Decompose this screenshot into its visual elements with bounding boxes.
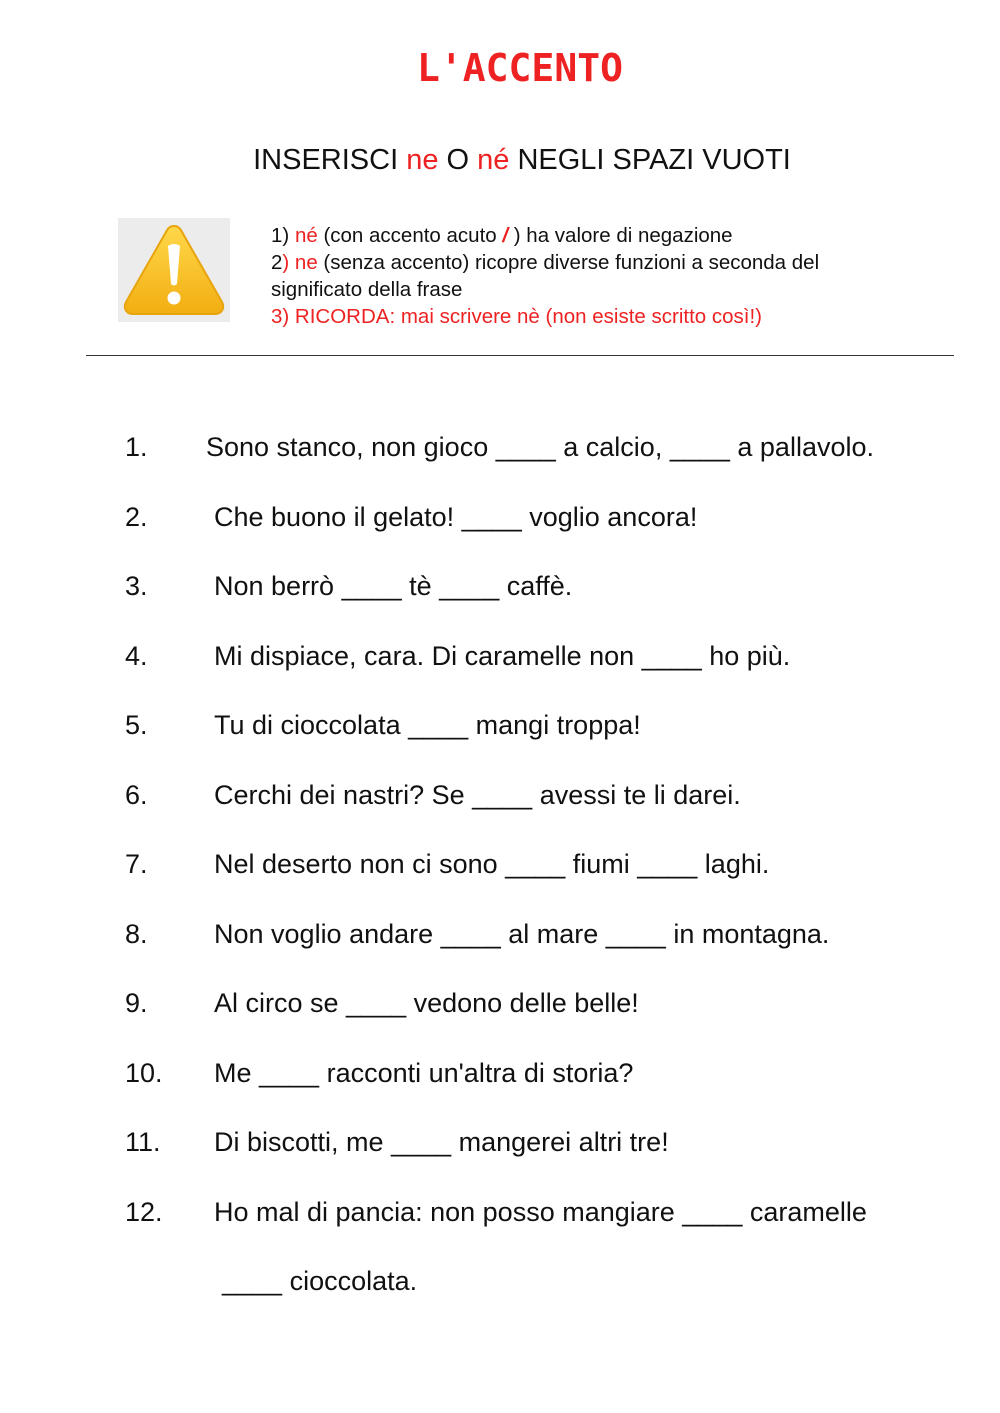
rule-3: 3) RICORDA: mai scrivere nè (non esiste scritto così!): [271, 305, 762, 328]
exercise-item: [125, 706, 985, 776]
rule-1: [271, 222, 931, 249]
exercise-number: 4.: [125, 640, 148, 671]
rule-1-slash: /: [502, 224, 509, 247]
exercise-number: 9.: [125, 988, 148, 1018]
exercise-sentence: Me ____ racconti un'altra di storia?: [214, 1057, 634, 1088]
exercise-item: [125, 915, 985, 985]
instruction-heading: [0, 144, 1000, 177]
exercise-sentence: Tu di cioccolata ____ mangi troppa!: [214, 710, 641, 740]
exercise-sentence: Non voglio andare ____ al mare ____ in montagna.: [214, 918, 830, 949]
rule-1-word: né: [294, 224, 318, 247]
exercise-item: [125, 776, 985, 846]
exercise-item: [125, 1054, 985, 1124]
rule-1-text-b: ) ha valore di negazione: [508, 224, 733, 247]
exercise-sentence: Ho mal di pancia: non posso mangiare ____ caramelle: [214, 1196, 867, 1227]
instruction-text-1: INSERISCI: [253, 144, 407, 176]
exercise-item: [125, 637, 985, 707]
exercise-number: 7.: [125, 849, 148, 879]
exercise-sentence: Mi dispiace, cara. Di caramelle non ____ ho più.: [214, 640, 791, 671]
rule-1-text-a: (con accento acuto: [317, 224, 503, 247]
rule-2: [271, 249, 931, 276]
page-title: L'ACCENTO: [417, 46, 623, 90]
exercise-number: 8.: [125, 918, 148, 949]
exercise-number: 6.: [125, 779, 148, 810]
instruction-word-ne: ne: [406, 144, 439, 176]
rule-2-word: ) ne: [282, 251, 318, 274]
exercise-number: 5.: [125, 710, 148, 740]
exercise-number: 10.: [125, 1057, 163, 1088]
rule-1-num: 1): [271, 224, 295, 247]
exercise-item: [125, 428, 985, 498]
exercise-number: 12.: [125, 1196, 163, 1227]
exercise-number: 11.: [125, 1127, 161, 1157]
exercise-sentence: ____ cioccolata.: [222, 1266, 418, 1296]
exercise-sentence: Che buono il gelato! ____ voglio ancora!: [214, 501, 698, 532]
instruction-text-3: NEGLI SPAZI VUOTI: [509, 144, 791, 176]
rules-box: [271, 222, 931, 330]
exercise-sentence: Di biscotti, me ____ mangerei altri tre!: [214, 1127, 669, 1157]
rule-2-cont: significato della frase: [271, 278, 463, 301]
exercise-item: [125, 1123, 985, 1193]
exercise-number: 3.: [125, 571, 148, 601]
exercise-sentence: Nel deserto non ci sono ____ fiumi ____ laghi.: [214, 849, 770, 879]
warning-triangle-icon: [118, 218, 230, 322]
exercise-number: 2.: [125, 501, 148, 532]
exercise-item: [125, 567, 985, 637]
rule-2-text-a: (senza accento) ricopre diverse funzioni a seconda del: [317, 251, 820, 274]
instruction-word-ne-accent: né: [477, 144, 510, 176]
instruction-text-2: O: [438, 144, 478, 176]
exercise-item: [125, 1193, 985, 1263]
exercise-sentence: Non berrò ____ tè ____ caffè.: [214, 571, 573, 601]
exercise-item: [125, 984, 985, 1054]
divider-line: [86, 355, 954, 356]
exercise-list: [125, 428, 985, 1332]
exercise-number: 1.: [125, 432, 148, 462]
exercise-item: [125, 498, 985, 568]
exercise-item: [125, 845, 985, 915]
exercise-sentence: Sono stanco, non gioco ____ a calcio, ____ a pallavolo.: [206, 432, 874, 462]
exercise-sentence: Al circo se ____ vedono delle belle!: [214, 988, 639, 1018]
rule-2-num: 2: [271, 251, 283, 274]
exercise-item-continuation: [125, 1262, 985, 1332]
exercise-sentence: Cerchi dei nastri? Se ____ avessi te li darei.: [214, 779, 741, 810]
